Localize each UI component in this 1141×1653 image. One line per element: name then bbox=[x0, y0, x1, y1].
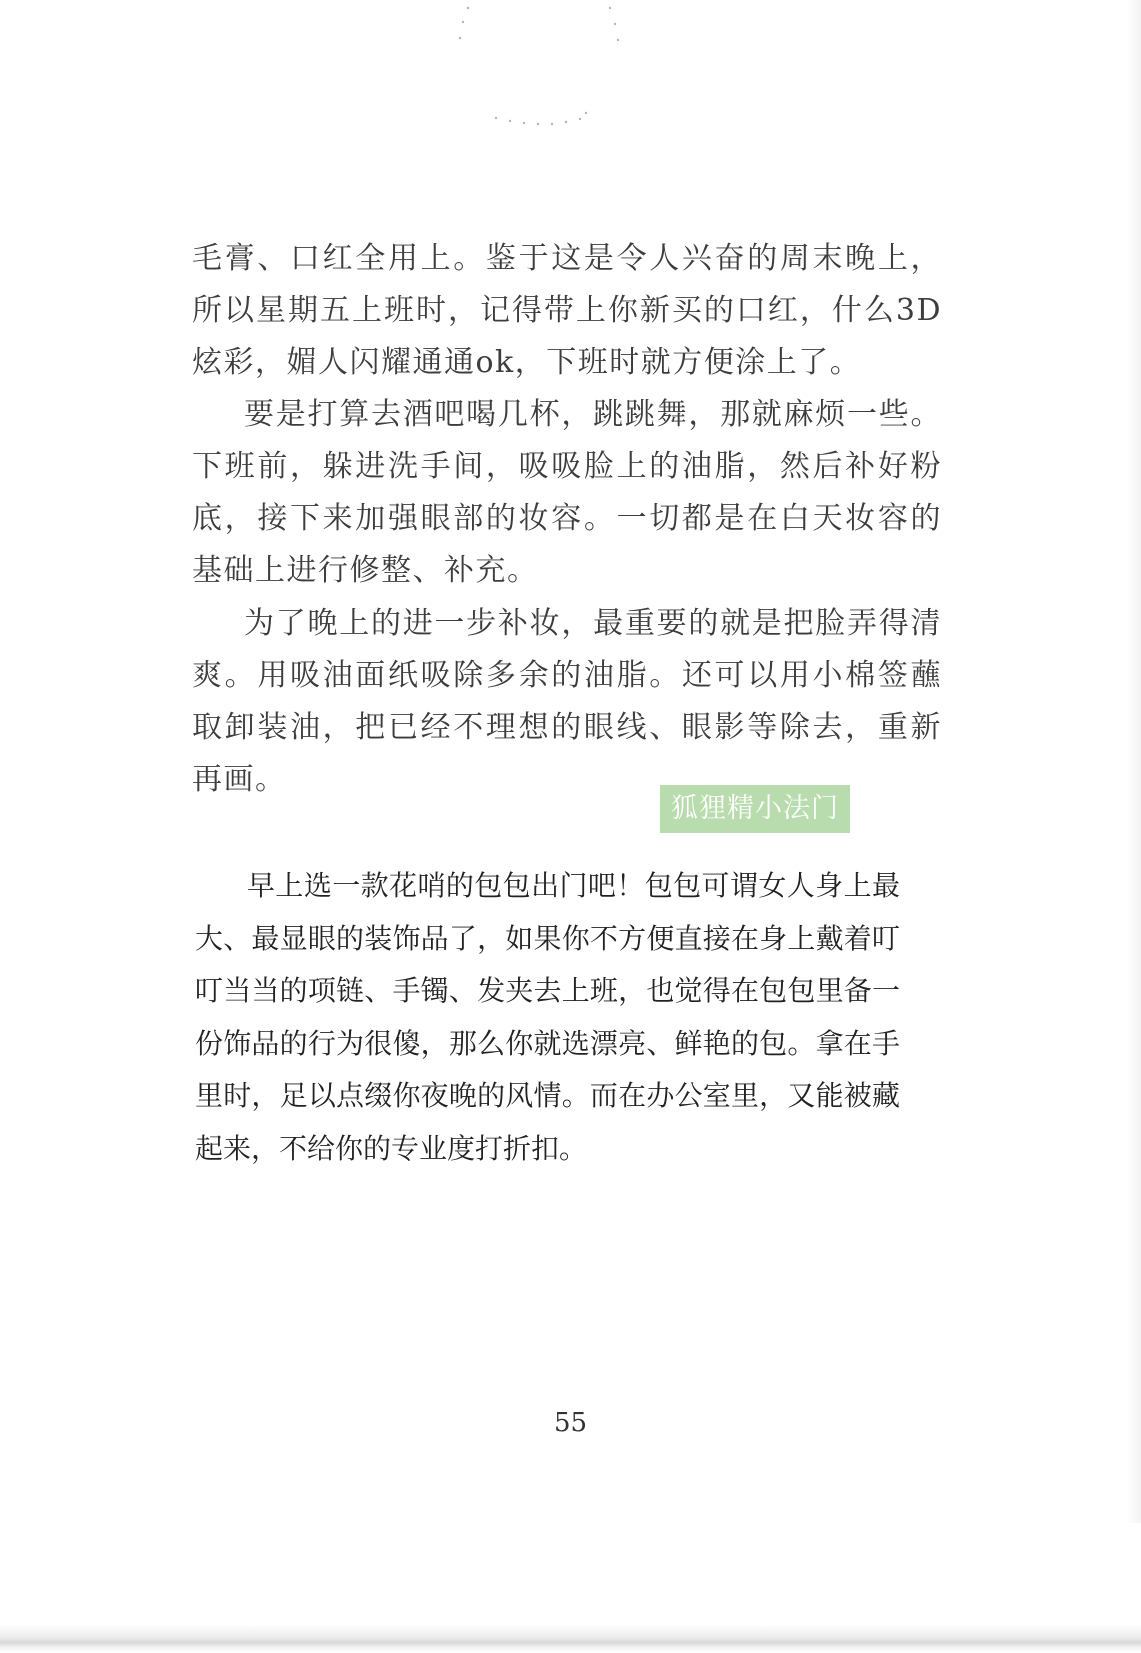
tip-heading-label: 狐狸精小法门 bbox=[660, 785, 850, 833]
tip-paragraph: 早上选一款花哨的包包出门吧！包包可谓女人身上最大、最显眼的装饰品了，如果你不方便直接在身上戴着叮叮当当的项链、手镯、发夹去上班，也觉得在包包里备一份饰品的行为很傻，那么你就选漂亮、鲜艳的包。拿在手里时，足以点缀你夜晚的风情。而在办公室里，又能被藏起来，不给你的专业度打折扣。 bbox=[195, 869, 900, 1165]
page-bottom-edge bbox=[0, 1523, 1141, 1653]
body-paragraph: 为了晚上的进一步补妆，最重要的就是把脸弄得清爽。用吸油面纸吸除多余的油脂。还可以用小棉签蘸取卸装油，把已经不理想的眼线、眼影等除去，重新再画。 bbox=[192, 606, 942, 797]
body-paragraph: 要是打算去酒吧喝几杯，跳跳舞，那就麻烦一些。下班前，躲进洗手间，吸吸脸上的油脂，然后补好粉底，接下来加强眼部的妆容。一切都是在白天妆容的基础上进行修整、补充。 bbox=[192, 397, 942, 588]
dotted-ornament bbox=[440, 0, 660, 140]
body-paragraph: 毛膏、口红全用上。鉴于这是令人兴奋的周末晚上，所以星期五上班时，记得带上你新买的口红，什么3D炫彩，媚人闪耀通通ok，下班时就方便涂上了。 bbox=[192, 241, 942, 380]
page-right-edge bbox=[1127, 0, 1141, 1653]
page-number: 55 bbox=[553, 1408, 588, 1438]
